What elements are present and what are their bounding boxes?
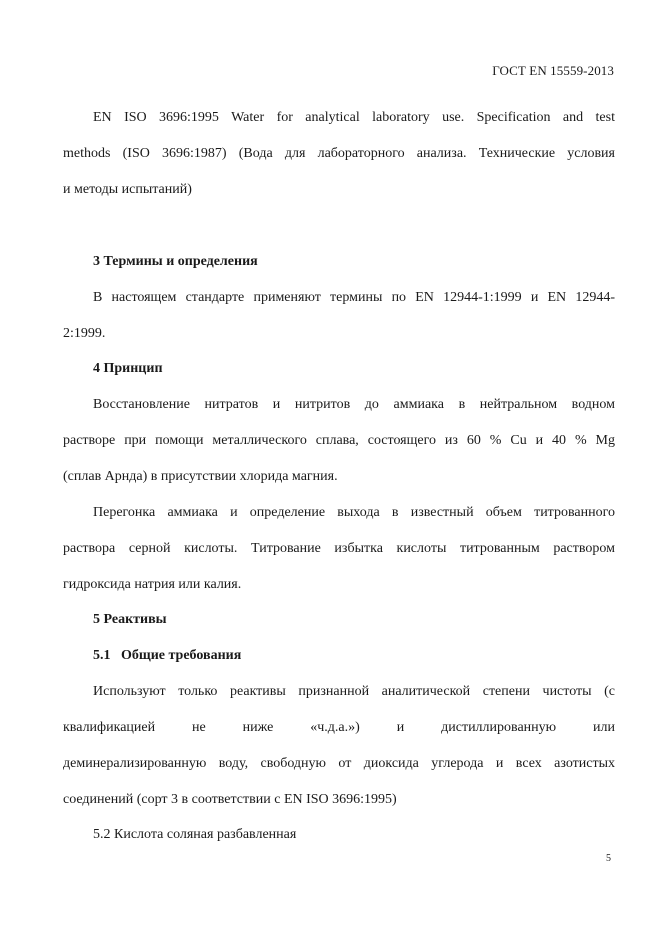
reference-line-3: и методы испытаний)	[63, 182, 192, 197]
standard-header: ГОСТ EN 15559-2013	[492, 63, 614, 78]
paragraph-line: Используют только реактивы признанной аналитической степени чистоты (с	[93, 684, 615, 699]
section-heading-4: 4 Принцип	[93, 361, 163, 376]
page-number: 5	[606, 853, 611, 864]
section-heading-5: 5 Реактивы	[93, 612, 167, 627]
paragraph-line: квалификацией не ниже «ч.д.а.») и дистиллированную или	[63, 720, 615, 735]
paragraph-line: В настоящем стандарте применяют термины по EN 12944-1:1999 и EN 12944-	[93, 290, 615, 305]
subsection-heading-5-2: 5.2 Кислота соляная разбавленная	[93, 827, 297, 842]
paragraph-line: деминерализированную воду, свободную от диоксида углерода и всех азотистых	[63, 756, 615, 771]
reference-line-1: EN ISO 3696:1995 Water for analytical laboratory use. Specification and test	[93, 110, 615, 125]
reference-line-2: methods (ISO 3696:1987) (Вода для лабораторного анализа. Технические условия	[63, 146, 615, 161]
paragraph-line: растворе при помощи металлического сплава, состоящего из 60 % Cu и 40 % Mg	[63, 433, 615, 448]
subsection-heading-5-1: 5.1 Общие требования	[93, 648, 242, 663]
paragraph-line: 2:1999.	[63, 326, 106, 341]
paragraph-line: Восстановление нитратов и нитритов до аммиака в нейтральном водном	[93, 397, 615, 412]
paragraph-line: раствора серной кислоты. Титрование избытка кислоты титрованным раствором	[63, 541, 615, 556]
section-heading-3: 3 Термины и определения	[93, 254, 258, 269]
paragraph-line: (сплав Арнда) в присутствии хлорида магния.	[63, 469, 338, 484]
paragraph-line: соединений (сорт 3 в соответствии с EN ISO 3696:1995)	[63, 792, 397, 807]
paragraph-line: Перегонка аммиака и определение выхода в известный объем титрованного	[93, 505, 615, 520]
paragraph-line: гидроксида натрия или калия.	[63, 577, 242, 592]
